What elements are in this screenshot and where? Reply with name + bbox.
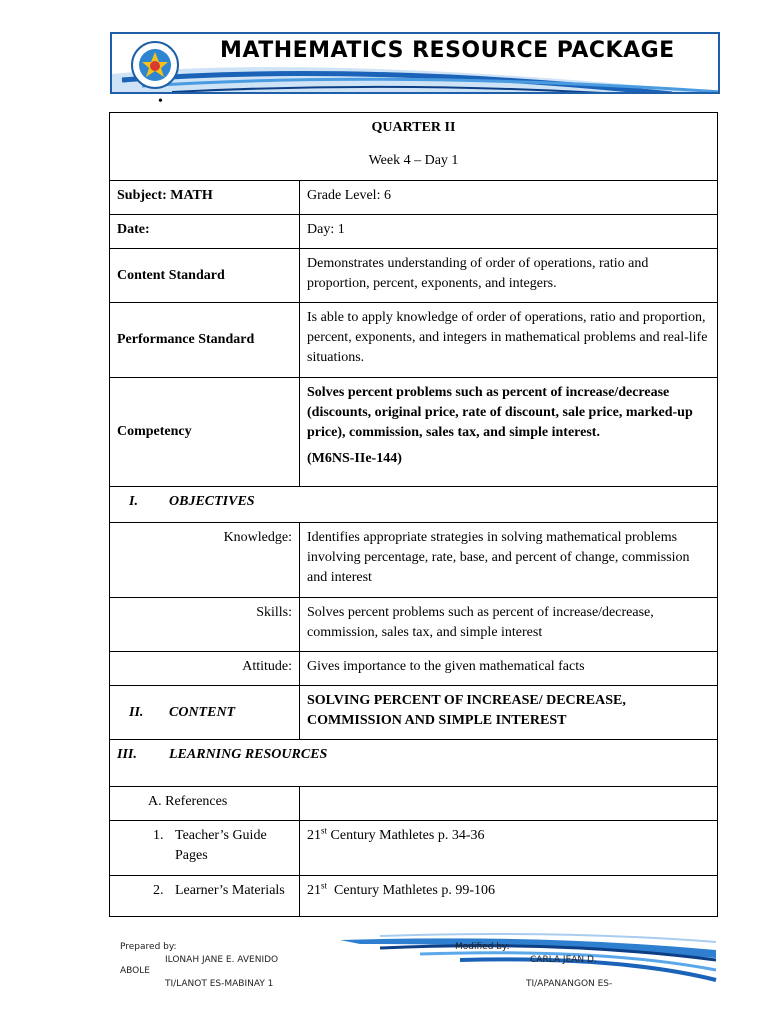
knowledge-text: Identifies appropriate strategies in solving mathematical problems involving percentage, rate, base, and percent of change, commission and interest	[300, 523, 718, 598]
footer-swoosh	[0, 930, 768, 990]
table-row	[110, 876, 718, 917]
resources-heading	[110, 740, 718, 787]
table-row	[110, 378, 718, 487]
table-row	[110, 652, 718, 686]
table-row	[110, 686, 718, 740]
subject-cell: Subject: MATH	[110, 181, 300, 215]
learners-materials-cell	[110, 876, 300, 917]
resources-title: LEARNING RESOURCES	[169, 747, 328, 762]
deped-seal-icon	[130, 40, 180, 90]
content-text: SOLVING PERCENT OF INCREASE/ DECREASE, COMMISSION AND SIMPLE INTEREST	[300, 686, 718, 740]
content-standard-text: Demonstrates understanding of order of operations, ratio and proportion, percent, exponents, and integers.	[300, 249, 718, 303]
header-banner	[110, 32, 720, 94]
learners-materials-edition: 21	[307, 883, 321, 898]
table-row	[110, 740, 718, 787]
teachers-guide-label: Teacher’s Guide Pages	[175, 828, 267, 863]
teachers-guide-edition: 21	[307, 828, 321, 843]
preparer-school: TI/LANOT ES-MABINAY 1	[165, 979, 274, 989]
table-row	[110, 303, 718, 378]
date-label-cell: Date:	[110, 215, 300, 249]
footer	[0, 930, 768, 990]
preparer-suffix: ABOLE	[120, 966, 150, 976]
references-label: A. References	[110, 787, 300, 821]
attitude-label: Attitude:	[110, 652, 300, 686]
learners-materials-title: Century Mathletes p. 99-106	[327, 883, 495, 898]
teachers-guide-cell	[110, 821, 300, 876]
bullet-mark: •	[158, 94, 163, 109]
learners-materials-ordinal: st	[321, 880, 328, 891]
preparer-name: ILONAH JANE E. AVENIDO	[165, 955, 279, 965]
quarter-cell	[110, 113, 718, 181]
teachers-guide-label-wrap	[117, 826, 292, 866]
table-row	[110, 249, 718, 303]
table-row	[110, 181, 718, 215]
performance-standard-text: Is able to apply knowledge of order of operations, ratio and proportion, percent, exponents, and integers in mathematical problems and real-life situations.	[300, 303, 718, 378]
performance-standard-label: Performance Standard	[110, 303, 300, 378]
learners-materials-number: 2.	[153, 883, 164, 898]
objectives-title: OBJECTIVES	[169, 494, 255, 509]
table-row	[110, 787, 718, 821]
lesson-plan-table	[109, 112, 718, 917]
table-row	[110, 487, 718, 523]
week-day-label: Week 4 – Day 1	[368, 153, 459, 168]
attitude-text: Gives importance to the given mathematical facts	[300, 652, 718, 686]
quarter-label: QUARTER II	[371, 120, 456, 135]
objectives-number: I.	[129, 494, 138, 509]
modifier-school: TI/APANANGON ES-	[526, 979, 613, 989]
table-row	[110, 215, 718, 249]
skills-text: Solves percent problems such as percent of increase/decrease, commission, sales tax, and simple interest	[300, 598, 718, 652]
learners-materials-pages	[300, 876, 718, 917]
teachers-guide-pages	[300, 821, 718, 876]
content-standard-label: Content Standard	[110, 249, 300, 303]
content-heading	[110, 686, 300, 740]
resources-number: III.	[117, 747, 137, 762]
day-cell: Day: 1	[300, 215, 718, 249]
teachers-guide-title: Century Mathletes p. 34-36	[327, 828, 485, 843]
table-row	[110, 821, 718, 876]
content-title: CONTENT	[169, 704, 236, 720]
modifier-name: CARLA JEAN D.	[530, 955, 597, 965]
skills-label: Skills:	[110, 598, 300, 652]
competency-text: Solves percent problems such as percent of increase/decrease (discounts, original price, rate of discount, sale price, marked-up price), commission, sales tax, and simple interest.	[307, 385, 693, 440]
table-row	[110, 598, 718, 652]
teachers-guide-number: 1.	[153, 828, 164, 843]
learners-materials-label: Learner’s Materials	[175, 883, 285, 898]
competency-cell	[300, 378, 718, 487]
competency-code: (M6NS-IIe-144)	[307, 451, 402, 466]
content-number: II.	[129, 704, 144, 720]
table-row	[110, 523, 718, 598]
teachers-guide-ordinal: st	[321, 825, 328, 836]
knowledge-label: Knowledge:	[110, 523, 300, 598]
page-title: MATHEMATICS RESOURCE PACKAGE	[220, 38, 675, 63]
table-row	[110, 113, 718, 181]
objectives-heading	[110, 487, 718, 523]
learners-materials-label-wrap	[117, 881, 292, 901]
references-value	[300, 787, 718, 821]
grade-level-cell: Grade Level: 6	[300, 181, 718, 215]
modified-by-label: Modified by:	[455, 942, 510, 952]
prepared-by-label: Prepared by:	[120, 942, 177, 952]
competency-label: Competency	[110, 378, 300, 487]
